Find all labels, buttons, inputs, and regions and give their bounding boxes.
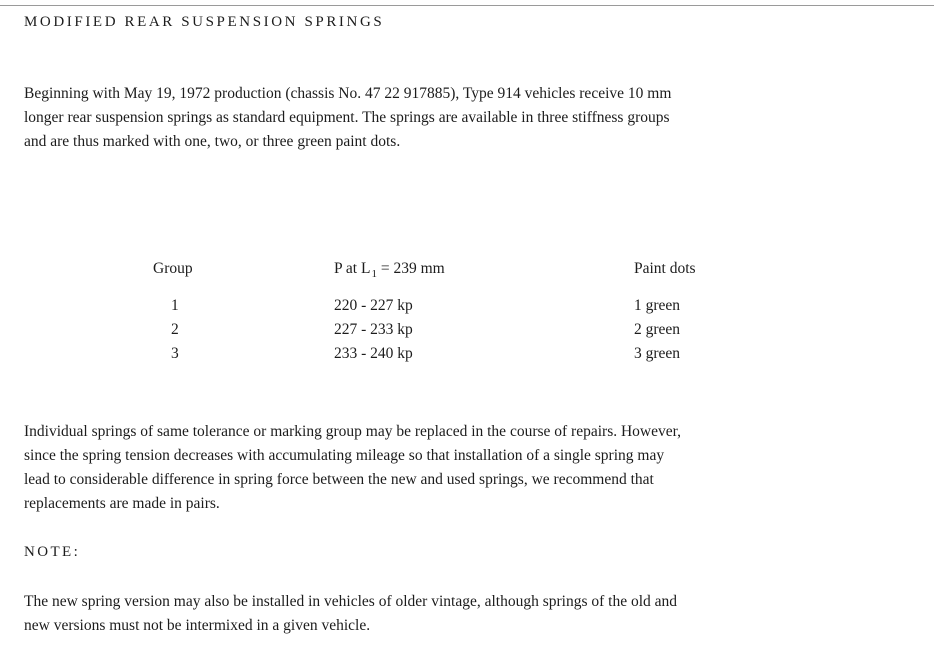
cell-force: 220 - 227 kp [334, 297, 413, 314]
replacement-line: replacements are made in pairs. [24, 495, 220, 512]
cell-paint-dots: 1 green [634, 297, 681, 314]
header-force-subscript: 1 [371, 268, 377, 280]
cell-force: 227 - 233 kp [334, 321, 413, 338]
header-group: Group [153, 260, 193, 277]
note-line: The new spring version may also be installed in vehicles of older vintage, although springs of the old and [24, 593, 678, 610]
cell-paint-dots: 3 green [634, 345, 681, 362]
cell-group: 2 [171, 321, 179, 338]
replacement-paragraph [24, 420, 681, 516]
document-title: MODIFIED REAR SUSPENSION SPRINGS [24, 14, 385, 30]
cell-group: 3 [171, 345, 179, 362]
cell-group: 1 [171, 297, 179, 314]
intro-line: and are thus marked with one, two, or three green paint dots. [24, 133, 401, 150]
replacement-line: lead to considerable difference in spring force between the new and used springs, we recommend that [24, 471, 654, 488]
intro-line: Beginning with May 19, 1972 production (chassis No. 47 22 917885), Type 914 vehicles receive 10 mm [24, 85, 672, 102]
intro-paragraph [24, 82, 671, 154]
replacement-line: since the spring tension decreases with accumulating mileage so that installation of a single spring may [24, 447, 665, 464]
top-rule [0, 5, 934, 6]
replacement-line: Individual springs of same tolerance or marking group may be replaced in the course of repairs. However, [24, 423, 682, 440]
note-paragraph [24, 590, 677, 638]
header-paint-dots: Paint dots [634, 260, 696, 277]
header-force [334, 260, 445, 278]
header-force-prefix: P at L [334, 260, 371, 277]
cell-force: 233 - 240 kp [334, 345, 413, 362]
spring-groups-table [0, 260, 934, 380]
cell-paint-dots: 2 green [634, 321, 681, 338]
note-label: NOTE: [24, 544, 81, 560]
header-force-suffix: = 239 mm [376, 260, 445, 277]
note-line: new versions must not be intermixed in a given vehicle. [24, 617, 371, 634]
intro-line: longer rear suspension springs as standard equipment. The springs are available in three stiffness groups [24, 109, 670, 126]
